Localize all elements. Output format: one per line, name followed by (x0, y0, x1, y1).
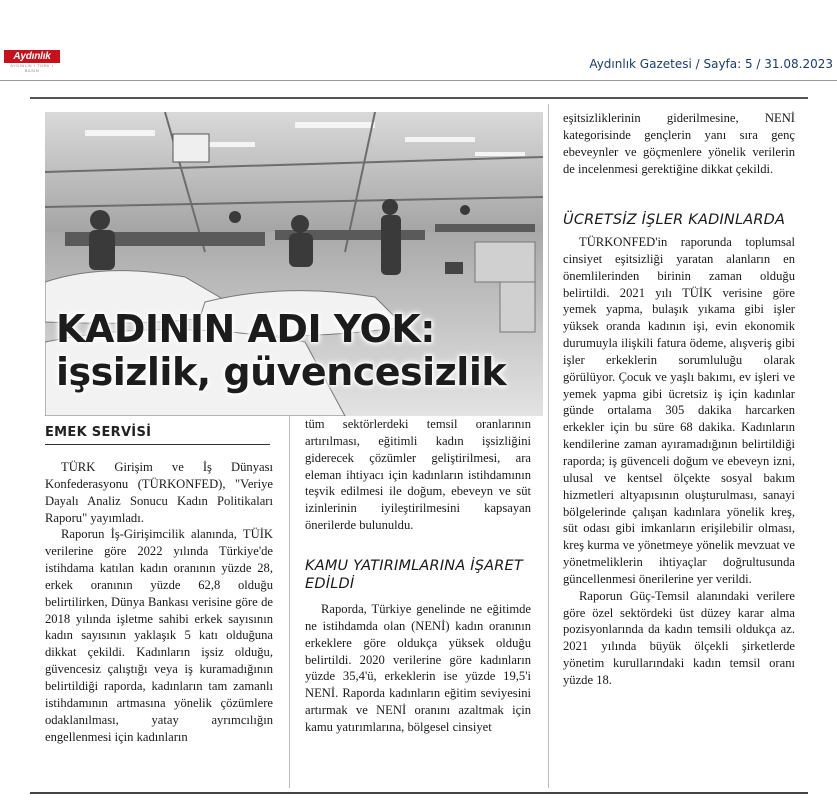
newspaper-logo (4, 50, 60, 73)
article-top-rule (30, 97, 808, 99)
logo-tagline: AYDINLIK • TÜRK • BASIN (10, 63, 54, 73)
article-column-3-continued (563, 234, 795, 790)
headline-line-2: işsizlik, güvencesizlik (56, 350, 507, 394)
subheading-ucretsiz: ÜCRETSİZ İŞLER KADINLARDA (563, 212, 786, 228)
paragraph: Raporda, Türkiye genelinde ne eğitimde ne istihdamda olan (NENİ) kadın oranının erkeklere göre oldukça yüksek olduğu belirtildi. 2020 verilerine göre kadınların yüzde 35,4'ü, erkeklerin ise yüzde 19,5'i NENİ. Raporda kadınların eğitim seviyesini artırmak ve NENİ oranını azaltmak için kamu yatırımlarına, bölgesel cinsiyet (305, 602, 531, 734)
article-column-2-continued (305, 601, 531, 789)
paragraph: tüm sektörlerdeki temsil oranlarının artırılması, eğitimli kadın işsizliğini giderecek çözümler geliştirilmesi, ara eleman ihtiyacı için kadınların istihdamının teşvik edilmesi ile doğum, ebeveyn ve süt izinlerinin iyileştirilmesini kapsayan önerilerde bulunuldu. (305, 417, 531, 533)
article-column-2 (305, 416, 531, 546)
article-column-3 (563, 110, 795, 207)
header-divider (0, 80, 837, 81)
masthead-source: Aydınlık Gazetesi / Sayfa: 5 / 31.08.2023 (589, 57, 833, 71)
headline-line-1: KADININ ADI YOK: (56, 307, 435, 351)
column-divider (289, 416, 290, 788)
subheading-kamu: KAMU YATIRIMLARINA İŞARET EDİLDİ (305, 558, 523, 592)
article-headline (56, 307, 536, 393)
byline-rule (45, 444, 270, 445)
paragraph: eşitsizliklerinin giderilmesine, NENİ kategorisinde gençlerin yanı sıra genç ebeveynler ve göçmenlere yönelik verilerin de incelenmesi gerektiğine dikkat çekildi. (563, 111, 795, 176)
logo-wordmark: Aydınlık (4, 50, 60, 63)
paragraph: TÜRKONFED'in raporunda toplumsal cinsiyet eşitsizliği yaratan alanların en önemlilerinden birinin zaman olduğu belirtildi. 2021 yılı TÜİK verisine göre yemek yapma, bulaşık yıkama gibi işler yüksek oranda kadının işi, evin ekonomik durumuyla ilişkili fatura ödeme, alışveriş gibi işler erkeklerin sorumluluğu olarak görülüyor. Çocuk ve yaşlı bakımı, ev işleri ve yemek yapma gibi ücretsiz iş için kadınlar günde ortalama 305 dakika harcarken erkekler için bu süre 68 dakika. Kadınların kendilerine zaman ayıramadığının belirtildiği raporda; iş güvenceli doğum ve ebeveyn izni, ulusal ve kentsel ölçekte sosyal bakım hizmetleri altyapısının oluşturulması, sanayi bölgelerinde çalışan kadınlara yönelik kreş, süt odası gibi imkanların erişilebilir olması, kreş kurma ve yönetmeye yönelik mevzuat ve yönetmeliklerin ihtiyaçlar doğrultusunda güncellenmesi önerilerine yer verildi. (563, 235, 795, 586)
paragraph: TÜRK Girişim ve İş Dünyası Konfederasyonu (TÜRKONFED), "Veriye Dayalı Analiz Sonucu Kadın Politikaları Raporu" yayımladı. (45, 460, 273, 525)
article-bottom-rule (30, 792, 808, 794)
paragraph: Raporun Güç-Temsil alanındaki verilere göre özel sektördeki üst düzey karar alma pozisyonlarında da kadın temsili oldukça az. 2021 yılında büyük ölçekli şirketlerde yönetim kurullarındaki kadın temsil oranı yüzde 18. (563, 588, 795, 687)
column-divider (548, 104, 549, 788)
article-column-1 (45, 459, 273, 789)
byline: EMEK SERVİSİ (45, 425, 152, 440)
paragraph: Raporun İş-Girişimcilik alanında, TÜİK verilerine göre 2022 yılında Türkiye'de istihdama katılan kadın oranının yüzde 28, erkek oranının yüzde 62,8 olduğu belirtilirken, Dünya Bankası verisine göre de 2018 yılında işletme sahibi erkek sayısının kadın sayısının yaklaşık 5 katı olduğuna dikkat çekildi. Kadınların işsiz olduğu, güvencesiz çalıştığı veya iş kuramadığının belirtildiği raporda, kadınların tam zamanlı istihdamının artmasına yönelik çözümlere odaklanılması, yatay ayrımcılığın engellenmesi için kadınların (45, 527, 273, 744)
